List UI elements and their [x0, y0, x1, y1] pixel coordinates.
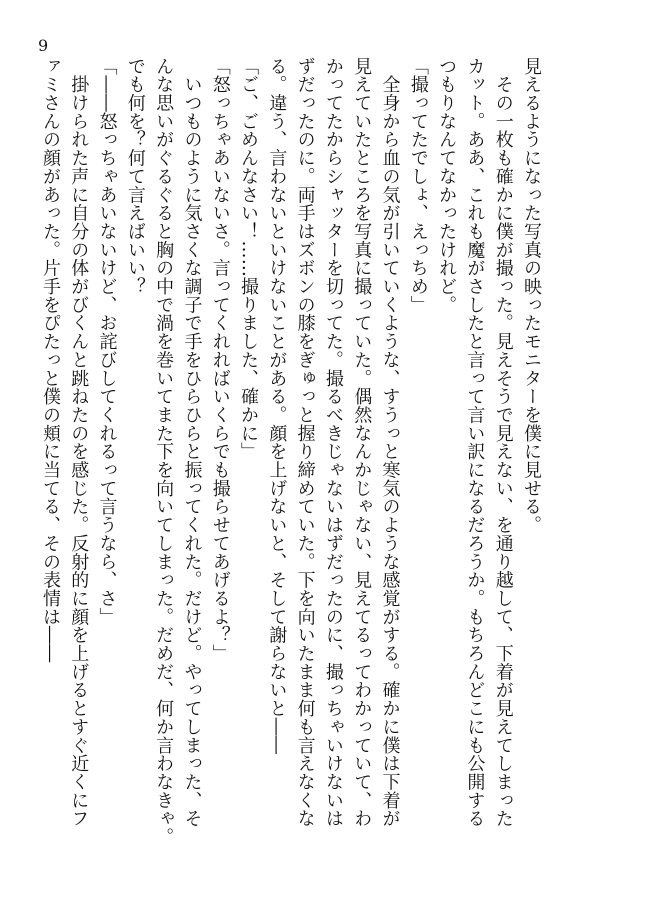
text-line: 「撮ってたでしょ、えっちめ」 [407, 57, 429, 314]
text-line: る。違う、言わないといけないことがある。顔を上げないと、そして謝らないと―― [266, 57, 288, 755]
text-line: 見えるようになった写真の映ったモニターを僕に見せる。 [521, 57, 542, 535]
text-line: かってたからシャッターを切ってた。撮るべきじゃないはずだったのに、撮っちゃいけないは [322, 57, 344, 828]
text-line: んな思いがぐるぐると胸の中で渦を巻いてまた下を向いてしまった。だめだ、何か言わなきゃ。 [153, 57, 175, 847]
text-line: でも何を？何て言えばいい？ [124, 57, 146, 296]
text-line: 掛けられた声に自分の体がびくんと跳ねたのを感じた。反射的に顔を上げるとすぐ近くにフ [68, 57, 90, 828]
text-line: 「ご、ごめんなさい！……撮りました、確かに」 [238, 57, 260, 461]
text-line: いつものように気さくな調子で手をひらひらと振ってくれた。だけど。やってしまった、そ [181, 57, 203, 828]
text-line: 「――怒っちゃあいないけど、お詫びしてくれるって言うなら、さ」 [96, 57, 118, 626]
text-line: 見えていたところを写真に撮っていた。偶然なんかじゃない、見えてるってわかっていて、わ [351, 57, 373, 828]
text-line: ァミさんの顔があった。片手をぴたっと僕の頬に当てる、その表情は―― [39, 57, 61, 663]
text-line: 「怒っちゃあいないさ。言ってくれればいくらでも撮らせてあげるよ？」 [209, 57, 231, 663]
vertical-body-text [36, 57, 545, 847]
page-number: 9 [38, 36, 49, 55]
text-line: カット。ああ、これも魔がさしたと言って言い訳になるだろうか。もちろんどこにも公開する [464, 57, 486, 828]
text-line: 全身から血の気が引いていくような、すうっと寒気のような感覚がする。確かに僕は下着が [379, 57, 401, 828]
text-line: つもりなんてなかったけれど。 [436, 57, 458, 314]
text-line: ずだったのに。両手はズボンの膝をぎゅっと握り締めていた。下を向いたまま何も言えなくな [294, 57, 316, 828]
text-line: その一枚も確かに僕が撮った。見えそうで見えない、を通り越して、下着が見えてしまった [492, 57, 514, 828]
